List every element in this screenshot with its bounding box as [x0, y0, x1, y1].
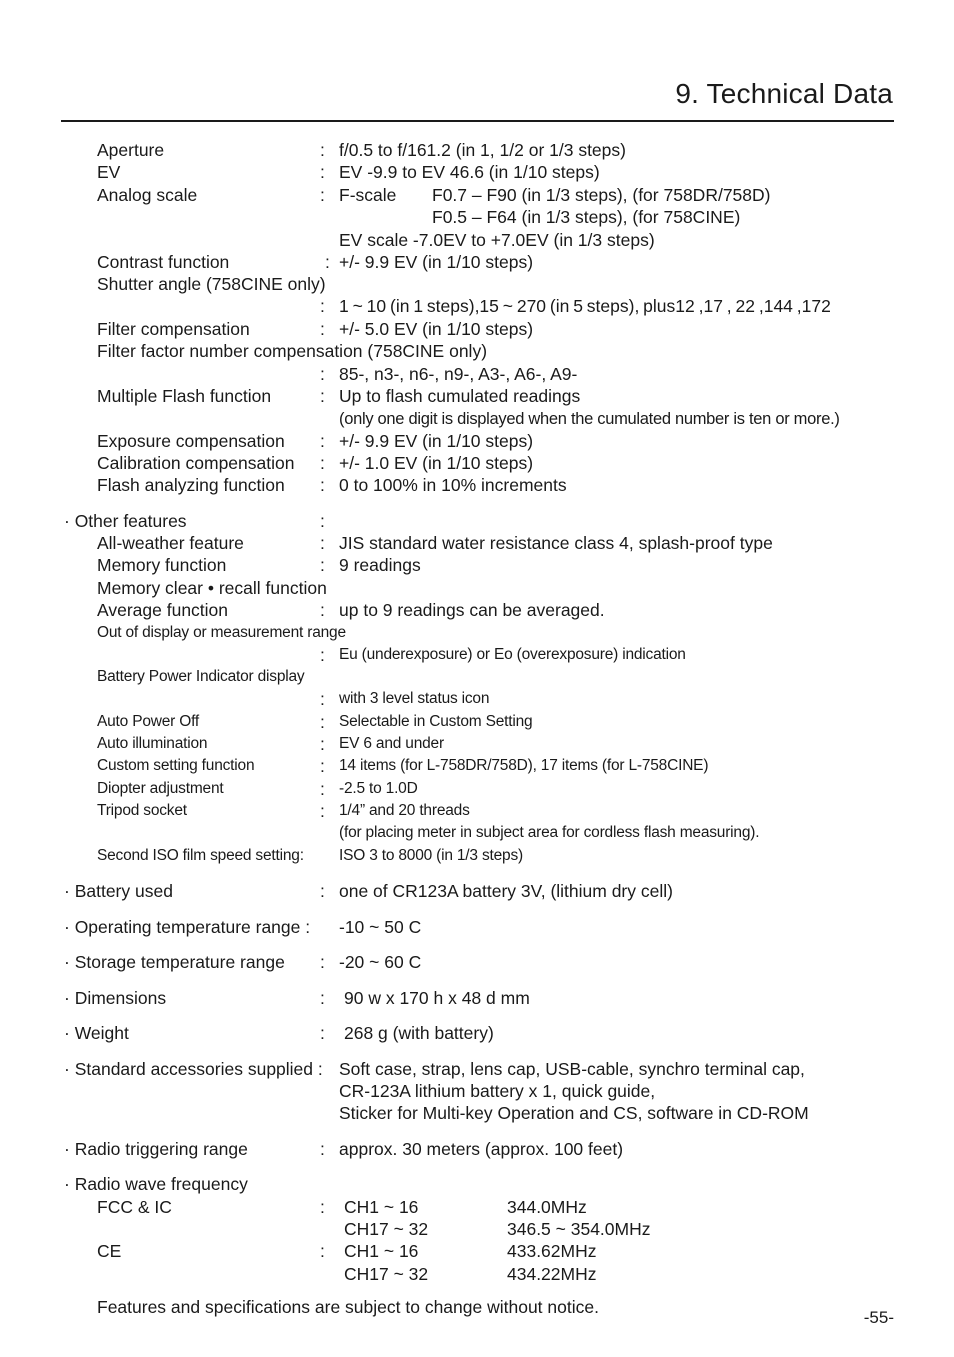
diopter-value: -2.5 to 1.0D [339, 780, 418, 797]
filter-value: +/- 5.0 EV (in 1/10 steps) [339, 319, 534, 339]
fcc-f2: 346.5 ~ 354.0MHz [507, 1219, 651, 1239]
second-iso-value: ISO 3 to 8000 (in 1/3 steps) [339, 847, 523, 864]
page-title: 9. Technical Data [675, 78, 893, 109]
contrast-value: +/- 9.9 EV (in 1/10 steps) [339, 252, 534, 272]
radio-range-value: approx. 30 meters (approx. 100 feet) [339, 1139, 624, 1159]
colon: : [320, 645, 325, 665]
flash-analyzing-value: 0 to 100% in 10% increments [339, 475, 567, 495]
multi-flash-label: Multiple Flash function [97, 386, 272, 406]
colon: : [320, 779, 325, 799]
ev-label: EV [97, 162, 121, 182]
colon: : [320, 712, 325, 732]
shutter-label: Shutter angle (758CINE only) [97, 274, 326, 294]
colon: : [320, 600, 325, 620]
colon: : [320, 162, 325, 182]
colon: : [320, 453, 325, 473]
calibration-label: Calibration compensation [97, 453, 295, 473]
colon: : [320, 689, 325, 709]
colon: : [320, 1139, 325, 1159]
fcc-f1: 344.0MHz [507, 1197, 587, 1217]
dimensions-value: 90 w x 170 h x 48 d mm [344, 988, 530, 1008]
exposure-value: +/- 9.9 EV (in 1/10 steps) [339, 431, 534, 451]
contrast-label: Contrast function [97, 252, 230, 272]
auto-illumination-value: EV 6 and under [339, 735, 444, 752]
colon: : [320, 475, 325, 495]
second-iso-label: Second ISO film speed setting: [97, 847, 304, 864]
footer-notice: Features and specifications are subject to change without notice. [97, 1297, 599, 1317]
battery-label: · Battery used [64, 881, 173, 901]
colon: : [320, 533, 325, 553]
analog-label: Analog scale [97, 185, 198, 205]
colon: : [320, 952, 325, 972]
radio-range-label: · Radio triggering range [64, 1139, 248, 1159]
weight-value: 268 g (with battery) [344, 1023, 494, 1043]
multi-flash-value: Up to flash cumulated readings [339, 386, 581, 406]
tripod-value: 1/4” and 20 threads [339, 802, 470, 819]
tripod-note: (for placing meter in subject area for cordless flash measuring). [339, 824, 760, 841]
auto-power-value: Selectable in Custom Setting [339, 713, 533, 730]
memory-label: Memory function [97, 555, 227, 575]
header-rule [61, 120, 894, 122]
shutter-value: 1 ~ 10 (in 1 steps),15 ~ 270 (in 5 steps), plus12 ,17 , 22 ,144 ,172 [339, 296, 831, 316]
calibration-value: +/- 1.0 EV (in 1/10 steps) [339, 453, 534, 473]
colon: : [320, 555, 325, 575]
fcc-label: FCC & IC [97, 1197, 172, 1217]
diopter-label: Diopter adjustment [97, 780, 224, 797]
colon: : [320, 296, 325, 316]
colon: : [320, 1023, 325, 1043]
colon: : [320, 185, 325, 205]
analog-fscale: F-scale [339, 185, 397, 205]
battery-indicator-label: Battery Power Indicator display [97, 668, 305, 685]
operating-temp-value: -10 ~ 50 C [339, 917, 422, 937]
fcc-ch2: CH17 ~ 32 [344, 1219, 429, 1239]
ce-ch2: CH17 ~ 32 [344, 1264, 429, 1284]
colon: : [320, 1241, 325, 1261]
weight-label: · Weight [64, 1023, 129, 1043]
page-number: -55- [863, 1308, 894, 1327]
auto-illumination-label: Auto illumination [97, 735, 208, 752]
colon: : [320, 1197, 325, 1217]
colon: : [320, 756, 325, 776]
auto-power-label: Auto Power Off [97, 713, 200, 730]
accessories-line3: Sticker for Multi-key Operation and CS, software in CD-ROM [339, 1103, 809, 1123]
accessories-line1: Soft case, strap, lens cap, USB-cable, synchro terminal cap, [339, 1059, 805, 1079]
accessories-line2: CR-123A lithium battery x 1, quick guide, [339, 1081, 656, 1101]
ev-value: EV -9.9 to EV 46.6 (in 1/10 steps) [339, 162, 600, 182]
memory-clear-label: Memory clear • recall function [97, 578, 327, 598]
colon: : [320, 801, 325, 821]
tripod-label: Tripod socket [97, 802, 187, 819]
other-features-heading: · Other features [64, 511, 187, 531]
colon: : [320, 988, 325, 1008]
filter-factor-value: 85-, n3-, n6-, n9-, A3-, A6-, A9- [339, 364, 578, 384]
dimensions-label: · Dimensions [64, 988, 167, 1008]
ce-f2: 434.22MHz [507, 1264, 597, 1284]
out-of-display-value: Eu (underexposure) or Eo (overexposure) indication [339, 646, 686, 663]
colon: : [320, 140, 325, 160]
ce-label: CE [97, 1241, 122, 1261]
ce-f1: 433.62MHz [507, 1241, 597, 1261]
colon: : [325, 252, 330, 272]
fcc-ch1: CH1 ~ 16 [344, 1197, 419, 1217]
operating-temp-label: · Operating temperature range : [64, 917, 311, 937]
radio-freq-label: · Radio wave frequency [64, 1174, 248, 1194]
analog-f1: F0.7 – F90 (in 1/3 steps), (for 758DR/758D) [432, 185, 771, 205]
analog-f2: F0.5 – F64 (in 1/3 steps), (for 758CINE) [432, 207, 741, 227]
aperture-label: Aperture [97, 140, 165, 160]
average-label: Average function [97, 600, 229, 620]
battery-value: one of CR123A battery 3V, (lithium dry cell) [339, 881, 673, 901]
all-weather-value: JIS standard water resistance class 4, splash-proof type [339, 533, 773, 553]
average-value: up to 9 readings can be averaged. [339, 600, 605, 620]
colon: : [320, 734, 325, 754]
out-of-display-label: Out of display or measurement range [97, 624, 346, 641]
filter-label: Filter compensation [97, 319, 250, 339]
multi-flash-note: (only one digit is displayed when the cumulated number is ten or more.) [339, 410, 840, 428]
exposure-label: Exposure compensation [97, 431, 285, 451]
analog-evscale: EV scale -7.0EV to +7.0EV (in 1/3 steps) [339, 230, 655, 250]
storage-temp-value: -20 ~ 60 C [339, 952, 422, 972]
colon: : [320, 364, 325, 384]
battery-indicator-value: with 3 level status icon [339, 690, 490, 707]
flash-analyzing-label: Flash analyzing function [97, 475, 285, 495]
memory-value: 9 readings [339, 555, 421, 575]
colon: : [320, 431, 325, 451]
all-weather-label: All-weather feature [97, 533, 244, 553]
aperture-value: f/0.5 to f/161.2 (in 1, 1/2 or 1/3 steps) [339, 140, 626, 160]
colon: : [320, 319, 325, 339]
custom-setting-value: 14 items (for L-758DR/758D), 17 items (for L-758CINE) [339, 757, 709, 774]
custom-setting-label: Custom setting function [97, 757, 255, 774]
colon: : [320, 881, 325, 901]
ce-ch1: CH1 ~ 16 [344, 1241, 419, 1261]
colon: : [320, 511, 325, 531]
colon: : [320, 386, 325, 406]
accessories-label: · Standard accessories supplied : [64, 1059, 323, 1079]
storage-temp-label: · Storage temperature range [64, 952, 285, 972]
filter-factor-label: Filter factor number compensation (758CINE only) [97, 341, 488, 361]
